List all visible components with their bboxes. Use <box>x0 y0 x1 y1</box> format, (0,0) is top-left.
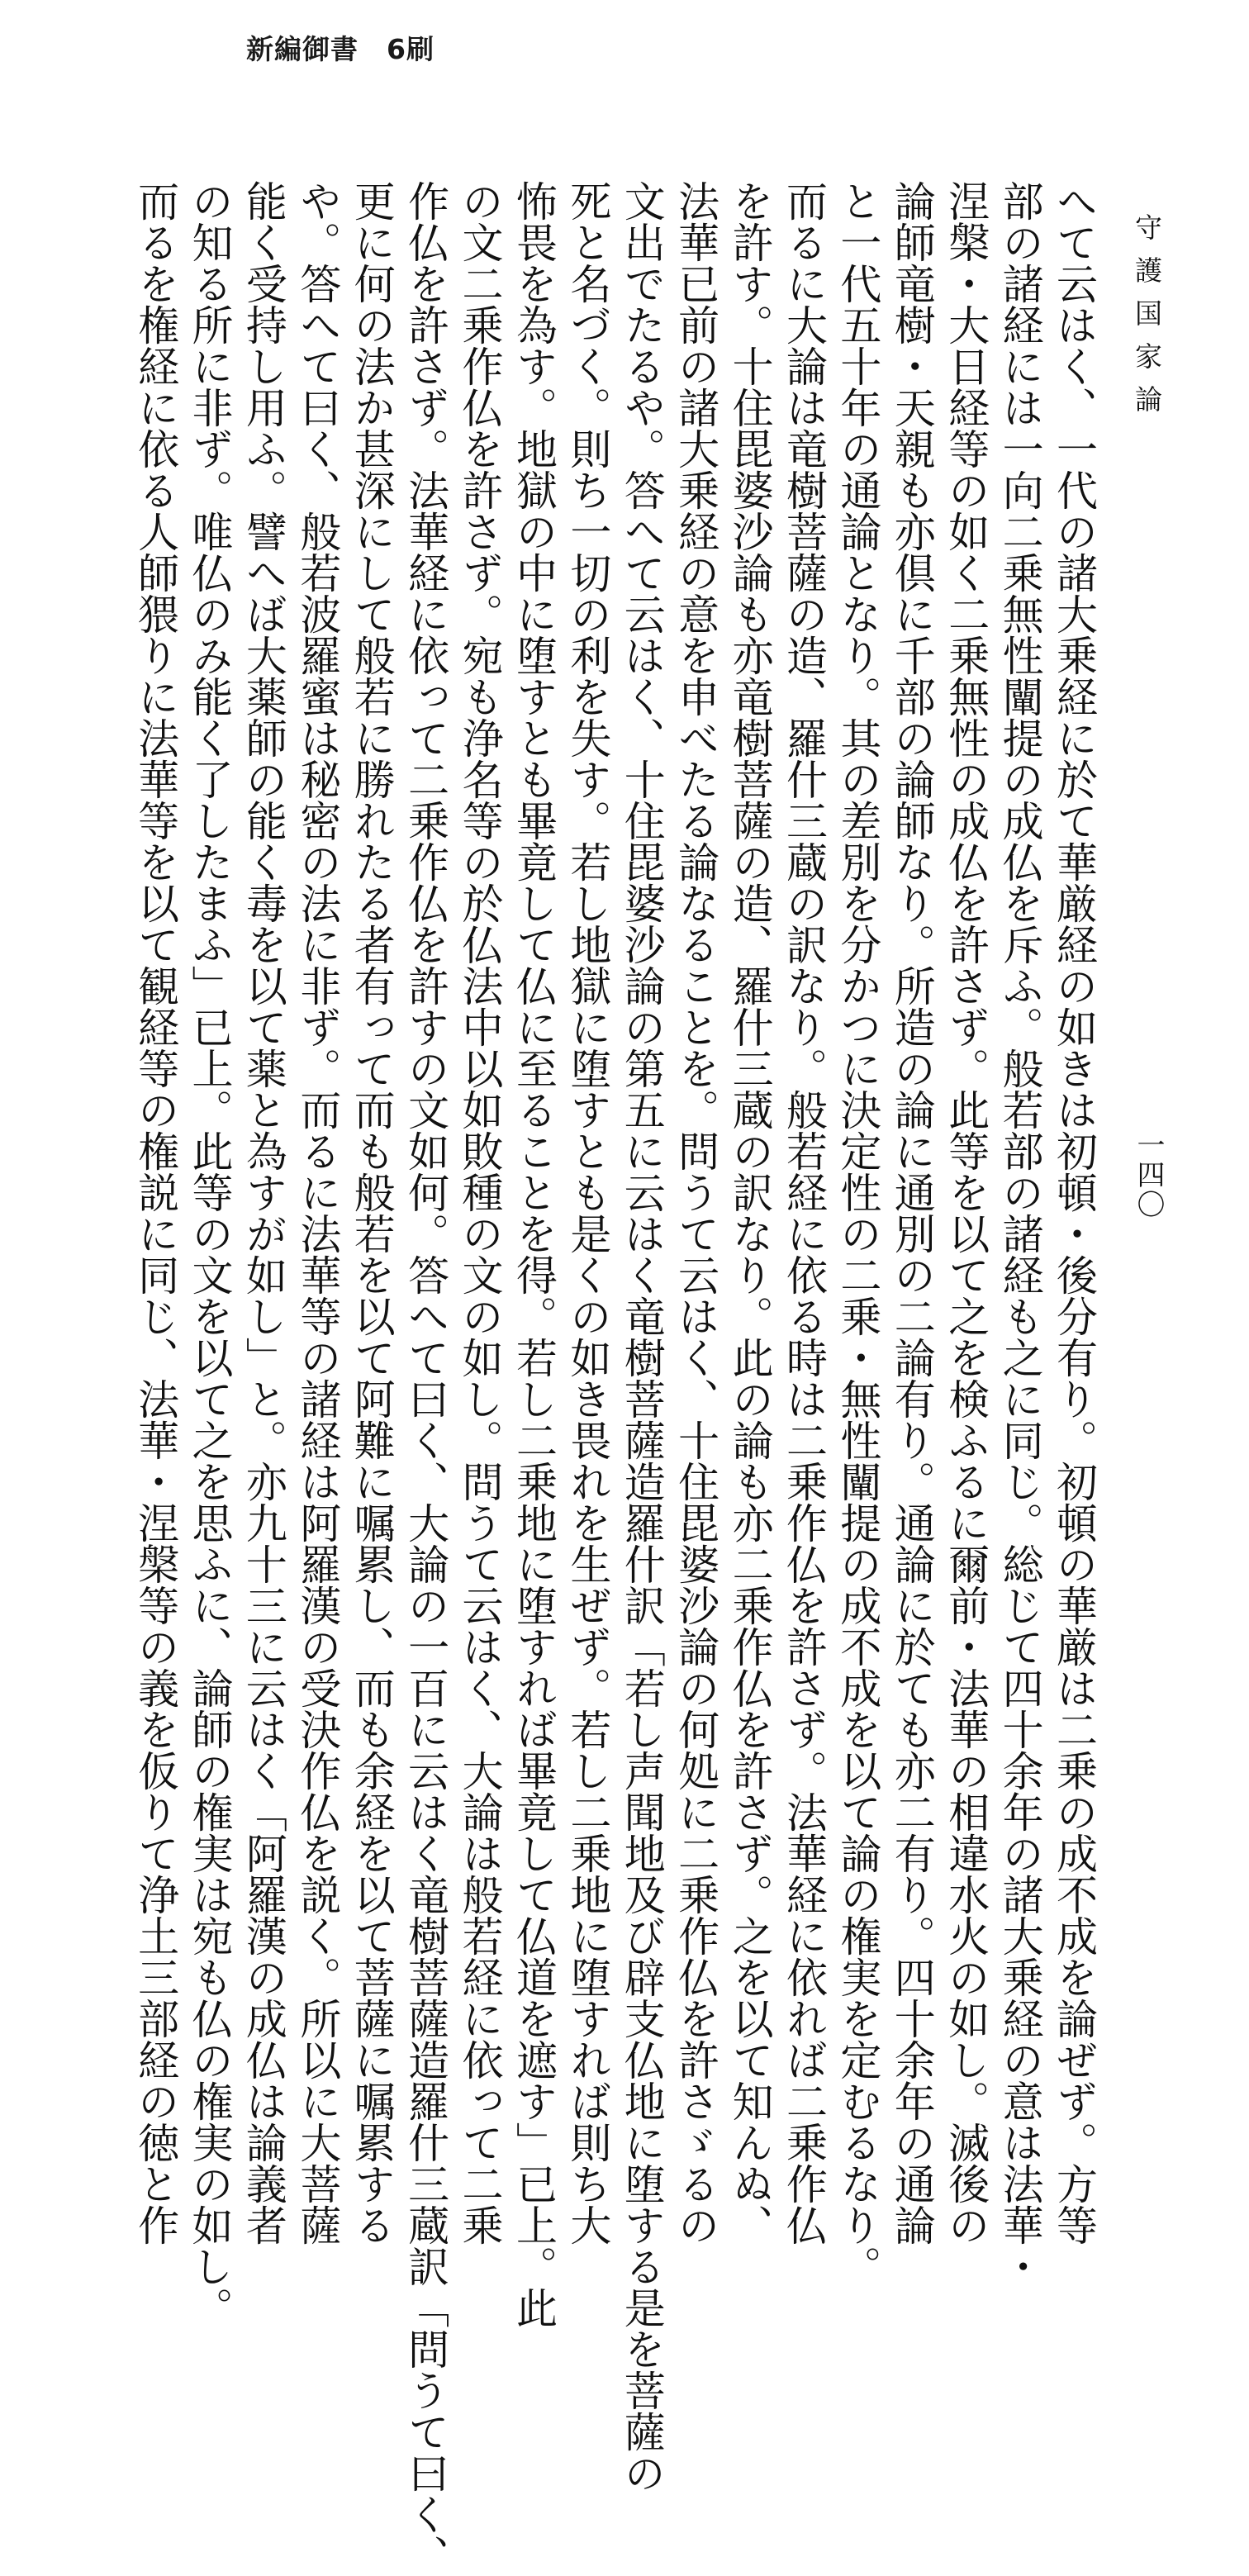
text-column: 法華已前の諸大乗経の意を申べたる論なることを。問うて云はく、十住毘婆沙論の何処に二乗作仏を許さゞるの <box>672 180 720 2246</box>
book-title: 新編御書 6刷 <box>246 33 435 65</box>
body-text <box>131 180 1100 2576</box>
text-column: 死と名づく。則ち一切の利を失す。若し地獄に堕すとも是くの如き畏れを生ぜず。若し二乗地に堕すれば則ち大 <box>563 180 612 2246</box>
text-column: 涅槃・大日経等の如く二乗無性の成仏を許さず。此等を以て之を検ふるに爾前・法華の相違水火の如し。滅後の <box>942 180 990 2246</box>
text-column: へて云はく、一代の諸大乗経に於て華厳経の如きは初頓・後分有り。初頓の華厳は二乗の成不成を論ぜず。方等 <box>1050 180 1098 2246</box>
text-column: の文二乗作仏を許さず。宛も浄名等の於仏法中以如敗種の文の如し。問うて云はく、大論は般若経に依って二乗 <box>455 180 504 2246</box>
text-column: 而るを権経に依る人師猥りに法華等を以て観経等の権説に同じ、法華・涅槃等の義を仮りて浄土三部経の徳と作 <box>131 180 180 2246</box>
text-column: 文出でたるや。答へて云はく、十住毘婆沙論の第五に云はく竜樹菩薩造羅什訳「若し声聞地及び辟支仏地に堕する是を菩薩の <box>617 180 666 2493</box>
text-column: 能く受持し用ふ。譬へば大薬師の能く毒を以て薬と為すが如し」と。亦九十三に云はく「阿羅漢の成仏は論義者 <box>239 180 287 2246</box>
text-column: の知る所に非ず。唯仏のみ能く了したまふ」已上。此等の文を以て之を思ふに、論師の権実は宛も仏の権実の如し。 <box>185 180 234 2328</box>
text-column: 而るに大論は竜樹菩薩の造、羅什三蔵の訳なり。般若経に依る時は二乗作仏を許さず。法華経に依れば二乗作仏 <box>779 180 828 2246</box>
text-column: 論師竜樹・天親も亦倶に千部の論師なり。所造の論に通別の二論有り。通論に於ても亦二有り。四十余年の通論 <box>887 180 936 2246</box>
section-title: 守護国家論 <box>1131 213 1163 428</box>
text-column: を許す。十住毘婆沙論も亦竜樹菩薩の造、羅什三蔵の訳なり。此の論も亦二乗作仏を許さず。之を以て知んぬ、 <box>725 180 774 2246</box>
text-column: 更に何の法か甚深にして般若に勝れたる者有って而も般若を以て阿難に嘱累し、而も余経を以て菩薩に嘱累する <box>347 180 396 2246</box>
text-column: や。答へて曰く、般若波羅蜜は秘密の法に非ず。而るに法華等の諸経は阿羅漢の受決作仏を説く。所以に大菩薩 <box>293 180 342 2246</box>
text-column: 怖畏を為す。地獄の中に堕すとも畢竟して仏に至ることを得。若し二乗地に堕すれば畢竟して仏道を遮す」已上。此 <box>509 180 558 2328</box>
text-column: 作仏を許さず。法華経に依って二乗作仏を許すの文如何。答へて曰く、大論の一百に云はく竜樹菩薩造羅什三蔵訳「問うて曰く、 <box>401 180 450 2576</box>
page-number: 一四〇 <box>1132 1130 1165 1219</box>
text-column: 部の諸経には一向二乗無性闡提の成仏を斥ふ。般若部の諸経も之に同じ。総じて四十余年の諸大乗経の意は法華・ <box>995 180 1044 2287</box>
text-column: と一代五十年の通論となり。其の差別を分かつに決定性の二乗・無性闡提の成不成を以て論の権実を定むるなり。 <box>833 180 882 2287</box>
